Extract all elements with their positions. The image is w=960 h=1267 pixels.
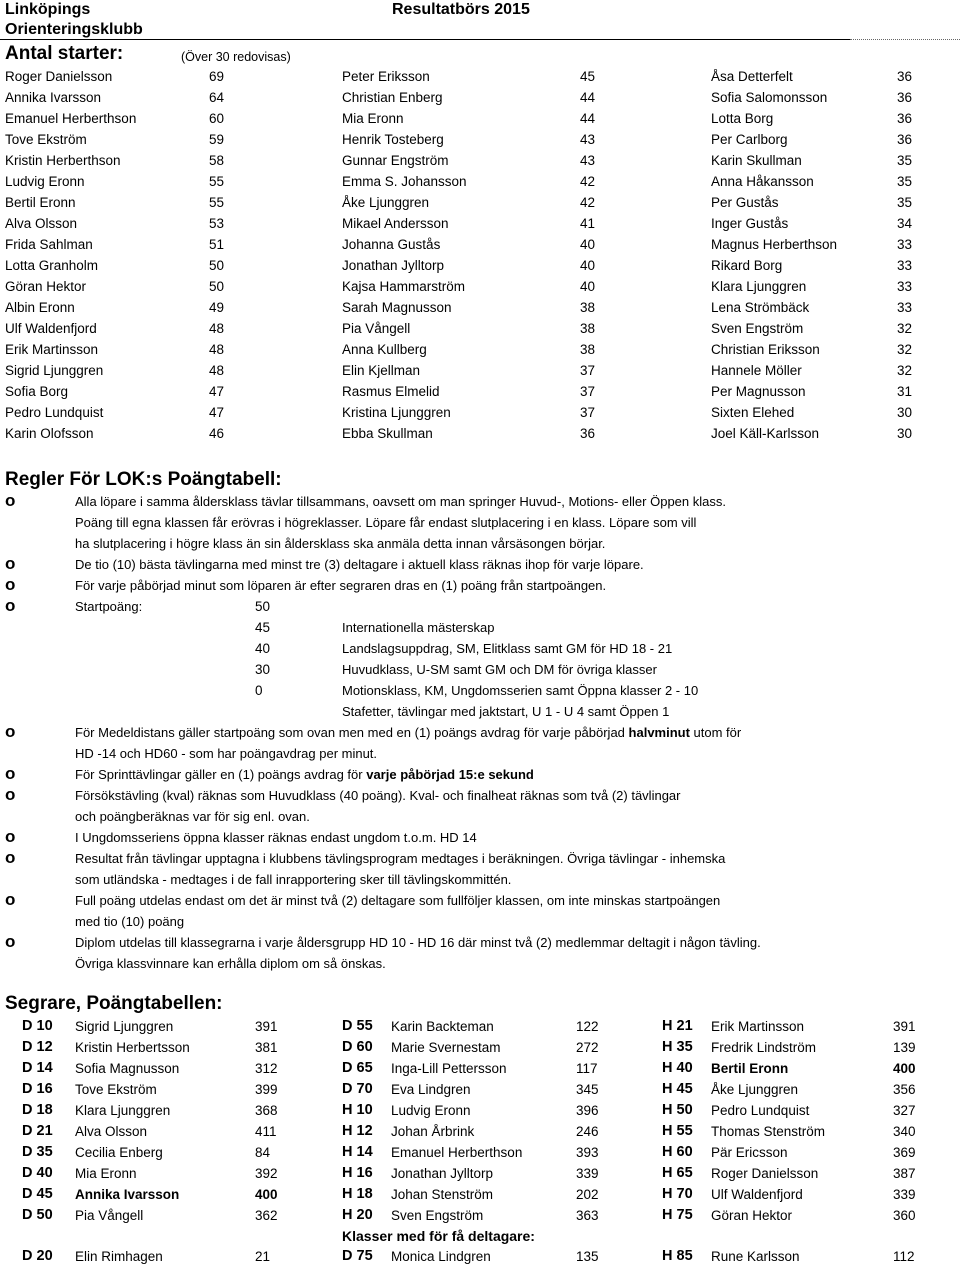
starter-name: Tove Ekström: [5, 132, 87, 147]
rule-text: [75, 935, 761, 950]
winner-name: Elin Rimhagen: [75, 1249, 163, 1264]
startpoint-description: Stafetter, tävlingar med jaktstart, U 1 - U 4 samt Öppen 1: [342, 704, 670, 719]
class-code: D 16: [22, 1081, 53, 1097]
starter-count: 31: [897, 384, 913, 399]
winner-name: Pedro Lundquist: [711, 1103, 810, 1118]
class-code: D 75: [342, 1248, 373, 1264]
winner-points: 362: [255, 1208, 278, 1223]
winner-points: 368: [255, 1103, 278, 1118]
starter-name: Sven Engström: [711, 321, 804, 336]
winner-points: 387: [893, 1166, 916, 1181]
starter-count: 32: [897, 363, 913, 378]
class-code: H 18: [342, 1186, 373, 1202]
starter-count: 40: [580, 237, 596, 252]
starter-name: Per Magnusson: [711, 384, 806, 399]
winner-points: 399: [255, 1082, 278, 1097]
starter-name: Pia Vångell: [342, 321, 411, 336]
rule-text: [75, 536, 605, 551]
starter-count: 46: [209, 426, 225, 441]
winner-name: Monica Lindgren: [391, 1249, 491, 1264]
header-rule: [0, 39, 850, 40]
starter-name: Pedro Lundquist: [5, 405, 104, 420]
starter-count: 33: [897, 258, 913, 273]
winner-name: Tove Ekström: [75, 1082, 157, 1097]
rule-text: [75, 893, 720, 908]
starter-name: Anna Kullberg: [342, 342, 427, 357]
rule-text-part: Försökstävling (kval) räknas som Huvudklass (40 poäng). Kval- och finalheat räknas som två (2) tävlingar: [75, 788, 681, 803]
startpoint-value: 40: [255, 641, 271, 656]
winner-points: 391: [255, 1019, 278, 1034]
rule-text: [75, 809, 310, 824]
winner-points: 246: [576, 1124, 599, 1139]
class-code: H 20: [342, 1207, 373, 1223]
bullet-marker: o: [5, 554, 16, 573]
winner-points: 411: [255, 1124, 277, 1139]
starter-count: 36: [897, 111, 913, 126]
rule-text-part: Resultat från tävlingar upptagna i klubbens tävlingsprogram medtages i beräkningen. Övriga tävlingar - inhemska: [75, 851, 726, 866]
starter-count: 32: [897, 342, 913, 357]
rule-text: [75, 788, 680, 803]
starter-count: 43: [580, 132, 596, 147]
starter-count: 50: [209, 258, 225, 273]
rule-text-part: och poängberäknas var för sig enl. ovan.: [75, 809, 310, 824]
starter-count: 35: [897, 153, 913, 168]
starter-name: Christian Enberg: [342, 90, 443, 105]
winner-name: Göran Hektor: [711, 1208, 793, 1223]
class-code: D 35: [22, 1144, 53, 1160]
starter-count: 69: [209, 69, 225, 84]
starter-name: Henrik Tosteberg: [342, 132, 444, 147]
starter-name: Kristina Ljunggren: [342, 405, 451, 420]
bullet-marker: o: [5, 848, 16, 867]
rule-text-part: Alla löpare i samma åldersklass tävlar tillsammans, oavsett om man springer Huvud-, Motions- eller Öppen klass.: [75, 494, 726, 509]
bullet-marker: o: [5, 575, 16, 594]
starter-name: Karin Skullman: [711, 153, 802, 168]
starter-name: Sigrid Ljunggren: [5, 363, 104, 378]
starter-count: 48: [209, 342, 225, 357]
rule-text-part: ha slutplacering i högre klass än sin åldersklass ska anmäla detta innan vårsäsongen börjar.: [75, 536, 606, 551]
starter-count: 42: [580, 195, 596, 210]
starter-count: 50: [209, 279, 225, 294]
class-code: D 21: [22, 1123, 53, 1139]
starter-name: Emma S. Johansson: [342, 174, 467, 189]
rule-text-part: För Sprinttävlingar gäller en (1) poängs avdrag för: [75, 767, 367, 782]
winner-name: Sven Engström: [391, 1208, 484, 1223]
winner-name: Ulf Waldenfjord: [711, 1187, 803, 1202]
winner-name: Mia Eronn: [75, 1166, 137, 1181]
starter-name: Alva Olsson: [5, 216, 78, 231]
starter-name: Kristin Herberthson: [5, 153, 121, 168]
bullet-marker: o: [5, 827, 16, 846]
starter-name: Ulf Waldenfjord: [5, 321, 97, 336]
starter-count: 36: [897, 69, 913, 84]
starter-count: 30: [897, 426, 913, 441]
class-code: H 12: [342, 1123, 373, 1139]
starter-name: Elin Kjellman: [342, 363, 421, 378]
page-title: Resultatbörs 2015: [392, 1, 530, 18]
starter-name: Christian Eriksson: [711, 342, 820, 357]
winner-name: Thomas Stenström: [711, 1124, 826, 1139]
winner-name: Karin Backteman: [391, 1019, 494, 1034]
rule-text-part: För Medeldistans gäller startpoäng som ovan men med en (1) poängs avdrag för varje påbörjad: [75, 725, 629, 740]
class-code: D 70: [342, 1081, 373, 1097]
starter-count: 30: [897, 405, 913, 420]
rules-heading: Regler För LOK:s Poängtabell:: [5, 469, 282, 490]
rule-text: [75, 767, 534, 782]
winner-name: Inga-Lill Pettersson: [391, 1061, 507, 1076]
class-code: H 40: [662, 1060, 693, 1076]
class-code: H 45: [662, 1081, 693, 1097]
starter-name: Sarah Magnusson: [342, 300, 452, 315]
startpoint-value: 45: [255, 620, 271, 635]
winner-points: 369: [893, 1145, 916, 1160]
rule-text-part: med tio (10) poäng: [75, 914, 185, 929]
starter-count: 49: [209, 300, 225, 315]
starter-name: Frida Sahlman: [5, 237, 93, 252]
class-code: H 65: [662, 1165, 693, 1181]
starter-count: 40: [580, 279, 596, 294]
starter-count: 37: [580, 405, 596, 420]
winner-name: Erik Martinsson: [711, 1019, 805, 1034]
winner-points: 122: [576, 1019, 599, 1034]
rule-text: [75, 851, 725, 866]
winner-points: 272: [576, 1040, 599, 1055]
winner-points: 339: [576, 1166, 599, 1181]
starter-count: 38: [580, 321, 596, 336]
starter-name: Gunnar Engström: [342, 153, 449, 168]
starter-count: 58: [209, 153, 225, 168]
winner-points: 312: [255, 1061, 278, 1076]
club-name-line1: Linköpings: [5, 1, 91, 18]
starter-name: Karin Olofsson: [5, 426, 94, 441]
class-code: D 50: [22, 1207, 53, 1223]
winner-points: 327: [893, 1103, 916, 1118]
rule-text: [75, 599, 142, 614]
starter-count: 55: [209, 195, 225, 210]
winner-name: Sigrid Ljunggren: [75, 1019, 174, 1034]
bullet-marker: o: [5, 890, 16, 909]
winner-name: Klara Ljunggren: [75, 1103, 171, 1118]
class-code: H 21: [662, 1018, 693, 1034]
winner-points: 21: [255, 1249, 271, 1264]
starter-count: 47: [209, 405, 225, 420]
winner-points: 392: [255, 1166, 278, 1181]
bullet-marker: o: [5, 596, 16, 615]
rule-text-part: halvminut: [628, 725, 690, 740]
starter-count: 34: [897, 216, 913, 231]
winner-name: Kristin Herbertsson: [75, 1040, 190, 1055]
startpoint-value: 0: [255, 683, 263, 698]
starter-name: Sixten Elehed: [711, 405, 795, 420]
winner-points: 84: [255, 1145, 271, 1160]
rule-text-part: HD -14 och HD60 - som har poängavdrag per minut.: [75, 746, 378, 761]
starter-count: 44: [580, 90, 596, 105]
rule-text-part: I Ungdomsseriens öppna klasser räknas endast ungdom t.o.m. HD 14: [75, 830, 477, 845]
starter-count: 53: [209, 216, 225, 231]
starter-count: 60: [209, 111, 225, 126]
starter-name: Anna Håkansson: [711, 174, 814, 189]
winner-points: 202: [576, 1187, 599, 1202]
winner-name: Emanuel Herberthson: [391, 1145, 523, 1160]
startpoint-description: Internationella mästerskap: [342, 620, 495, 635]
starter-count: 35: [897, 174, 913, 189]
winner-name: Fredrik Lindström: [711, 1040, 817, 1055]
rule-text-part: Övriga klassvinnare kan erhålla diplom om så önskas.: [75, 956, 386, 971]
winner-name: Rune Karlsson: [711, 1249, 800, 1264]
class-code: H 60: [662, 1144, 693, 1160]
rule-text: [75, 746, 377, 761]
starter-name: Rikard Borg: [711, 258, 783, 273]
starter-name: Per Gustås: [711, 195, 779, 210]
winner-points: 400: [255, 1187, 278, 1202]
rule-text-part: Poäng till egna klassen får erövras i högreklasser. Löpare får endast slutplacering i en klass. Löpare som vill: [75, 515, 697, 530]
winner-points: 135: [576, 1249, 599, 1264]
class-code: H 35: [662, 1039, 693, 1055]
winner-points: 340: [893, 1124, 916, 1139]
starter-name: Jonathan Jylltorp: [342, 258, 445, 273]
starter-name: Ebba Skullman: [342, 426, 433, 441]
class-code: D 14: [22, 1060, 53, 1076]
starter-count: 38: [580, 300, 596, 315]
starter-count: 43: [580, 153, 596, 168]
class-code: H 10: [342, 1102, 373, 1118]
winner-name: Marie Svernestam: [391, 1040, 501, 1055]
starter-name: Klara Ljunggren: [711, 279, 807, 294]
class-code: D 40: [22, 1165, 53, 1181]
winner-name: Eva Lindgren: [391, 1082, 471, 1097]
starter-count: 33: [897, 279, 913, 294]
bullet-marker: o: [5, 722, 16, 741]
starter-count: 64: [209, 90, 225, 105]
startpoint-value: 30: [255, 662, 271, 677]
starter-name: Rasmus Elmelid: [342, 384, 440, 399]
startpoint-description: Landslagsuppdrag, SM, Elitklass samt GM för HD 18 - 21: [342, 641, 673, 656]
winner-name: Pär Ericsson: [711, 1145, 788, 1160]
starter-count: 32: [897, 321, 913, 336]
class-code: D 55: [342, 1018, 373, 1034]
starter-name: Sofia Borg: [5, 384, 69, 399]
starter-count: 51: [209, 237, 225, 252]
starter-name: Joel Käll-Karlsson: [711, 426, 820, 441]
startpoint-description: Huvudklass, U-SM samt GM och DM för övriga klasser: [342, 662, 657, 677]
winner-points: 139: [893, 1040, 916, 1055]
rule-text-part: Full poäng utdelas endast om det är minst två (2) deltagare som fullföljer klassen, om inte minskas startpoängen: [75, 893, 721, 908]
starter-count: 42: [580, 174, 596, 189]
winner-name: Cecilia Enberg: [75, 1145, 163, 1160]
starter-count: 45: [580, 69, 596, 84]
starter-name: Lena Strömbäck: [711, 300, 810, 315]
starter-name: Inger Gustås: [711, 216, 789, 231]
rule-text-part: varje påbörjad 15:e sekund: [366, 767, 534, 782]
winner-points: 112: [893, 1249, 915, 1264]
starts-heading: Antal starter:: [5, 43, 124, 64]
winner-name: Sofia Magnusson: [75, 1061, 180, 1076]
starter-name: Albin Eronn: [5, 300, 75, 315]
starter-count: 33: [897, 237, 913, 252]
starter-count: 36: [580, 426, 596, 441]
class-code: D 20: [22, 1248, 53, 1264]
starter-count: 41: [580, 216, 596, 231]
rule-text: [75, 872, 511, 887]
rule-text: [75, 914, 184, 929]
starter-name: Mikael Andersson: [342, 216, 449, 231]
bullet-marker: o: [5, 764, 16, 783]
winner-points: 400: [893, 1061, 916, 1076]
class-code: D 60: [342, 1039, 373, 1055]
rule-text-part: som utländska - medtages i de fall inrapportering sker till tävlingskommittén.: [75, 872, 512, 887]
rule-text-part: utom för: [689, 725, 742, 740]
startpoint-value: 50: [255, 599, 271, 614]
winner-points: 345: [576, 1082, 599, 1097]
club-name-line2: Orienteringsklubb: [5, 21, 143, 38]
winner-name: Annika Ivarsson: [75, 1187, 180, 1202]
class-code: H 50: [662, 1102, 693, 1118]
winner-points: 381: [255, 1040, 278, 1055]
winner-name: Pia Vångell: [75, 1208, 144, 1223]
class-code: D 10: [22, 1018, 53, 1034]
rule-text-part: De tio (10) bästa tävlingarna med minst tre (3) deltagare i aktuell klass räknas ihop för varje löpare.: [75, 557, 644, 572]
starter-count: 48: [209, 363, 225, 378]
starts-note: (Över 30 redovisas): [181, 50, 291, 64]
class-code: D 12: [22, 1039, 53, 1055]
winner-name: Bertil Eronn: [711, 1061, 789, 1076]
startpoint-description: Motionsklass, KM, Ungdomsserien samt Öppna klasser 2 - 10: [342, 683, 699, 698]
rule-text-part: Diplom utdelas till klassegrarna i varje åldersgrupp HD 10 - HD 16 där minst två (2) medlemmar deltagit i någon tävling.: [75, 935, 761, 950]
winners-heading: Segrare, Poängtabellen:: [5, 993, 223, 1014]
class-code: H 14: [342, 1144, 373, 1160]
starter-name: Hannele Möller: [711, 363, 802, 378]
winner-points: 391: [893, 1019, 916, 1034]
starter-count: 36: [897, 90, 913, 105]
starter-count: 55: [209, 174, 225, 189]
starter-name: Lotta Granholm: [5, 258, 99, 273]
starter-count: 40: [580, 258, 596, 273]
bullet-marker: o: [5, 491, 16, 510]
starter-count: 37: [580, 363, 596, 378]
class-code: D 65: [342, 1060, 373, 1076]
starter-name: Bertil Eronn: [5, 195, 76, 210]
class-code: H 85: [662, 1248, 693, 1264]
winner-name: Johan Stenström: [391, 1187, 494, 1202]
few-participants-heading: Klasser med för få deltagare:: [342, 1228, 535, 1244]
starter-name: Peter Eriksson: [342, 69, 430, 84]
starter-name: Per Carlborg: [711, 132, 788, 147]
starter-name: Emanuel Herberthson: [5, 111, 137, 126]
starter-name: Annika Ivarsson: [5, 90, 102, 105]
starter-name: Roger Danielsson: [5, 69, 113, 84]
winner-name: Johan Årbrink: [391, 1124, 475, 1139]
rule-text-part: Startpoäng:: [75, 599, 143, 614]
winner-points: 339: [893, 1187, 916, 1202]
winner-points: 356: [893, 1082, 916, 1097]
class-code: D 45: [22, 1186, 53, 1202]
starter-name: Göran Hektor: [5, 279, 87, 294]
winner-points: 117: [576, 1061, 598, 1076]
starter-name: Magnus Herberthson: [711, 237, 838, 252]
starter-count: 59: [209, 132, 225, 147]
rule-text-part: För varje påbörjad minut som löparen är efter segraren dras en (1) poäng från startpoängen.: [75, 578, 607, 593]
class-code: H 75: [662, 1207, 693, 1223]
rule-text: [75, 956, 386, 971]
starter-count: 47: [209, 384, 225, 399]
rule-text: [75, 557, 644, 572]
starter-name: Lotta Borg: [711, 111, 774, 126]
starter-name: Erik Martinsson: [5, 342, 99, 357]
winner-points: 363: [576, 1208, 599, 1223]
bullet-marker: o: [5, 932, 16, 951]
starter-name: Ludvig Eronn: [5, 174, 85, 189]
winner-name: Åke Ljunggren: [711, 1082, 799, 1097]
winner-name: Alva Olsson: [75, 1124, 148, 1139]
rule-text: [75, 830, 477, 845]
starter-count: 37: [580, 384, 596, 399]
starter-name: Åsa Detterfelt: [711, 69, 793, 84]
starter-name: Mia Eronn: [342, 111, 404, 126]
starter-name: Johanna Gustås: [342, 237, 441, 252]
class-code: H 70: [662, 1186, 693, 1202]
starter-count: 38: [580, 342, 596, 357]
rule-text: [75, 578, 606, 593]
header-rule-dotted: [850, 39, 960, 40]
starter-name: Kajsa Hammarström: [342, 279, 466, 294]
winner-points: 360: [893, 1208, 916, 1223]
class-code: D 18: [22, 1102, 53, 1118]
winner-name: Ludvig Eronn: [391, 1103, 471, 1118]
starter-count: 36: [897, 132, 913, 147]
winner-name: Roger Danielsson: [711, 1166, 819, 1181]
rule-text: [75, 725, 741, 740]
bullet-marker: o: [5, 785, 16, 804]
class-code: H 55: [662, 1123, 693, 1139]
starter-count: 33: [897, 300, 913, 315]
winner-name: Jonathan Jylltorp: [391, 1166, 494, 1181]
starter-name: Åke Ljunggren: [342, 195, 430, 210]
winner-points: 396: [576, 1103, 599, 1118]
starter-count: 44: [580, 111, 596, 126]
rule-text: [75, 494, 726, 509]
class-code: H 16: [342, 1165, 373, 1181]
rule-text: [75, 515, 696, 530]
winner-points: 393: [576, 1145, 599, 1160]
starter-count: 48: [209, 321, 225, 336]
starter-count: 35: [897, 195, 913, 210]
starter-name: Sofia Salomonsson: [711, 90, 828, 105]
